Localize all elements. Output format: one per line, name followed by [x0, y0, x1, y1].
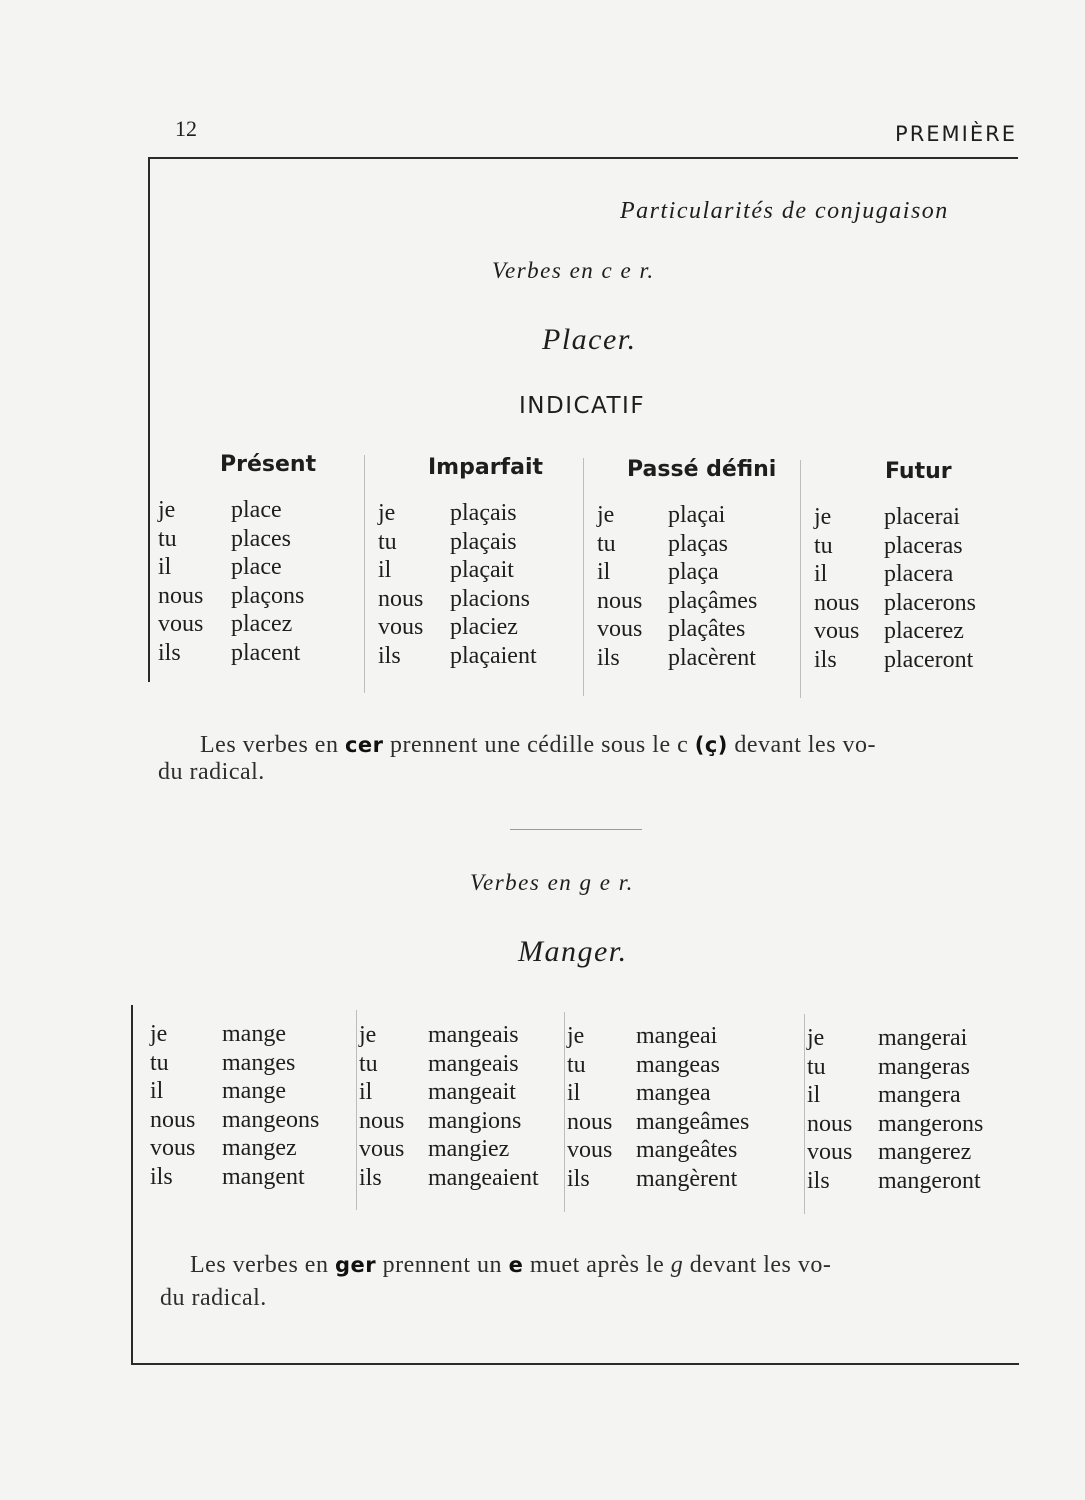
pronoun: tu: [807, 1053, 826, 1080]
manger-imparfait-pronouns: [359, 1021, 404, 1192]
manger-futur-forms: [878, 1024, 983, 1195]
pronoun: vous: [378, 614, 424, 640]
manger-passe-forms: [636, 1022, 749, 1193]
note-text: du radical.: [160, 1285, 267, 1311]
pronoun: il: [807, 1082, 821, 1108]
pronoun: nous: [597, 587, 643, 614]
top-rule: [148, 157, 1018, 159]
verb-form: mangea: [636, 1080, 711, 1106]
verb-form: plaçaient: [450, 642, 537, 669]
pronoun: je: [150, 1021, 168, 1047]
manger-present-forms: [222, 1020, 319, 1191]
pronoun: vous: [814, 618, 860, 644]
verb-form: mangions: [428, 1107, 522, 1134]
pronoun: je: [359, 1022, 377, 1048]
verb-title-manger: Manger.: [518, 935, 628, 968]
verb-form: mangèrent: [636, 1165, 738, 1192]
pronoun: ils: [359, 1164, 382, 1191]
column-divider: [804, 1014, 805, 1214]
verb-form: mangerai: [878, 1025, 968, 1051]
verb-form: placiez: [450, 614, 518, 640]
tense-title-imparfait: Imparfait: [428, 455, 544, 480]
verb-form: mangeâtes: [636, 1137, 738, 1163]
verb-form: mangeront: [878, 1167, 981, 1194]
verb-form: place: [231, 554, 282, 580]
column-divider: [564, 1012, 565, 1212]
pronoun: ils: [807, 1167, 830, 1194]
verb-form: mangeâmes: [636, 1108, 750, 1135]
pronoun: je: [567, 1023, 585, 1049]
running-head: PREMIÈRE: [895, 122, 1017, 146]
verb-form: placions: [450, 585, 530, 612]
verb-form: mangeais: [428, 1050, 519, 1077]
pronoun: tu: [814, 532, 833, 559]
pronoun: il: [567, 1080, 581, 1106]
verb-form: mangeas: [636, 1051, 720, 1078]
pronoun: il: [378, 557, 392, 583]
verb-form: mange: [222, 1078, 286, 1104]
left-rule-lower: [131, 1005, 133, 1365]
pronoun: vous: [158, 611, 204, 637]
pronoun: ils: [567, 1165, 590, 1192]
note-keyword: ger: [334, 1253, 377, 1277]
pronoun: ils: [150, 1163, 173, 1190]
note-keyword: (ç): [694, 733, 728, 757]
pronoun: tu: [150, 1049, 169, 1076]
note-keyword: cer: [344, 733, 384, 757]
tense-title-futur: Futur: [885, 459, 952, 484]
placer-rule-note: [158, 732, 1008, 786]
pronoun: nous: [567, 1108, 613, 1135]
pronoun: tu: [567, 1051, 586, 1078]
manger-rule-note: [160, 1252, 1010, 1312]
note-text: Les verbes en: [190, 1252, 335, 1278]
verb-form: mangera: [878, 1082, 961, 1108]
pronoun: il: [597, 559, 611, 585]
verb-form: placera: [884, 561, 954, 587]
placer-imparfait-pronouns: [378, 499, 423, 670]
verb-form: manges: [222, 1049, 296, 1076]
verb-form: mange: [222, 1021, 286, 1047]
pronoun: nous: [814, 589, 860, 616]
verb-form: mangeons: [222, 1106, 320, 1133]
group-title-cer: Verbes en c e r.: [492, 258, 655, 283]
manger-passe-pronouns: [567, 1022, 612, 1193]
bottom-rule: [131, 1363, 1019, 1365]
pronoun: il: [158, 554, 172, 580]
placer-passe-pronouns: [597, 501, 642, 672]
placer-imparfait-forms: [450, 499, 537, 670]
section-title: Particularités de conjugaison: [620, 198, 949, 224]
column-divider: [583, 458, 584, 696]
pronoun: ils: [158, 639, 181, 666]
manger-present-pronouns: [150, 1020, 195, 1191]
pronoun: je: [807, 1025, 825, 1051]
column-divider: [800, 460, 801, 698]
verb-form: mangent: [222, 1163, 305, 1190]
pronoun: ils: [814, 646, 837, 673]
pronoun: ils: [597, 644, 620, 671]
verb-form: plaçai: [668, 502, 726, 528]
note-text: devant les vo-: [683, 1252, 832, 1278]
verb-form: placèrent: [668, 644, 756, 671]
pronoun: il: [150, 1078, 164, 1104]
pronoun: tu: [597, 530, 616, 557]
verb-form: plaçais: [450, 528, 517, 555]
note-text: devant les vo-: [727, 732, 877, 758]
tense-title-passe-defini: Passé défini: [627, 457, 777, 482]
verb-form: plaçait: [450, 557, 514, 583]
verb-title-placer: Placer.: [542, 323, 637, 356]
verb-form: placerai: [884, 504, 960, 530]
pronoun: nous: [807, 1110, 853, 1137]
placer-present-forms: [231, 496, 304, 667]
pronoun: tu: [359, 1050, 378, 1077]
pronoun: je: [814, 504, 832, 530]
verb-form: mangeait: [428, 1079, 516, 1105]
verb-form: placent: [231, 639, 301, 666]
note-text: Les verbes en: [200, 732, 345, 758]
note-keyword: e: [508, 1253, 524, 1277]
pronoun: je: [378, 500, 396, 526]
column-divider: [356, 1010, 357, 1210]
verb-form: placez: [231, 611, 293, 637]
verb-form: plaçais: [450, 500, 517, 526]
tense-title-present: Présent: [220, 452, 317, 477]
pronoun: il: [359, 1079, 373, 1105]
note-text: prennent un: [376, 1252, 509, 1278]
note-text: muet après le: [523, 1252, 671, 1278]
pronoun: nous: [378, 585, 424, 612]
pronoun: tu: [158, 525, 177, 552]
verb-form: places: [231, 525, 291, 552]
pronoun: ils: [378, 642, 401, 669]
verb-form: mangerons: [878, 1110, 984, 1137]
pronoun: je: [158, 497, 176, 523]
column-divider: [364, 455, 365, 693]
verb-form: place: [231, 497, 282, 523]
left-rule: [148, 157, 150, 682]
section-separator: [510, 829, 642, 830]
verb-form: mangiez: [428, 1136, 510, 1162]
placer-futur-forms: [884, 503, 976, 674]
verb-form: plaçâtes: [668, 616, 746, 642]
pronoun: il: [814, 561, 828, 587]
pronoun: vous: [807, 1139, 853, 1165]
pronoun: vous: [597, 616, 643, 642]
placer-present-pronouns: [158, 496, 203, 667]
verb-form: plaçâmes: [668, 587, 758, 614]
verb-form: mangerez: [878, 1139, 972, 1165]
verb-form: mangeaient: [428, 1164, 539, 1191]
placer-futur-pronouns: [814, 503, 859, 674]
pronoun: vous: [359, 1136, 405, 1162]
verb-form: mangez: [222, 1135, 297, 1161]
note-text: prennent une cédille sous le c: [383, 732, 695, 758]
placer-passe-forms: [668, 501, 757, 672]
group-title-ger: Verbes en g e r.: [470, 870, 634, 895]
verb-form: mangeras: [878, 1053, 970, 1080]
verb-form: plaças: [668, 530, 728, 557]
page-number: 12: [175, 116, 197, 141]
manger-imparfait-forms: [428, 1021, 539, 1192]
note-text: du radical.: [158, 759, 265, 785]
manger-futur-pronouns: [807, 1024, 852, 1195]
pronoun: nous: [359, 1107, 405, 1134]
verb-form: placerons: [884, 589, 976, 616]
verb-form: placeras: [884, 532, 963, 559]
verb-form: mangeai: [636, 1023, 718, 1049]
pronoun: nous: [150, 1106, 196, 1133]
verb-form: plaça: [668, 559, 719, 585]
mood-title: INDICATIF: [519, 393, 646, 419]
pronoun: vous: [567, 1137, 613, 1163]
verb-form: placeront: [884, 646, 974, 673]
verb-form: mangeais: [428, 1022, 519, 1048]
pronoun: nous: [158, 582, 204, 609]
verb-form: plaçons: [231, 582, 305, 609]
pronoun: vous: [150, 1135, 196, 1161]
verb-form: placerez: [884, 618, 964, 644]
note-keyword: g: [670, 1252, 684, 1278]
pronoun: je: [597, 502, 615, 528]
pronoun: tu: [378, 528, 397, 555]
